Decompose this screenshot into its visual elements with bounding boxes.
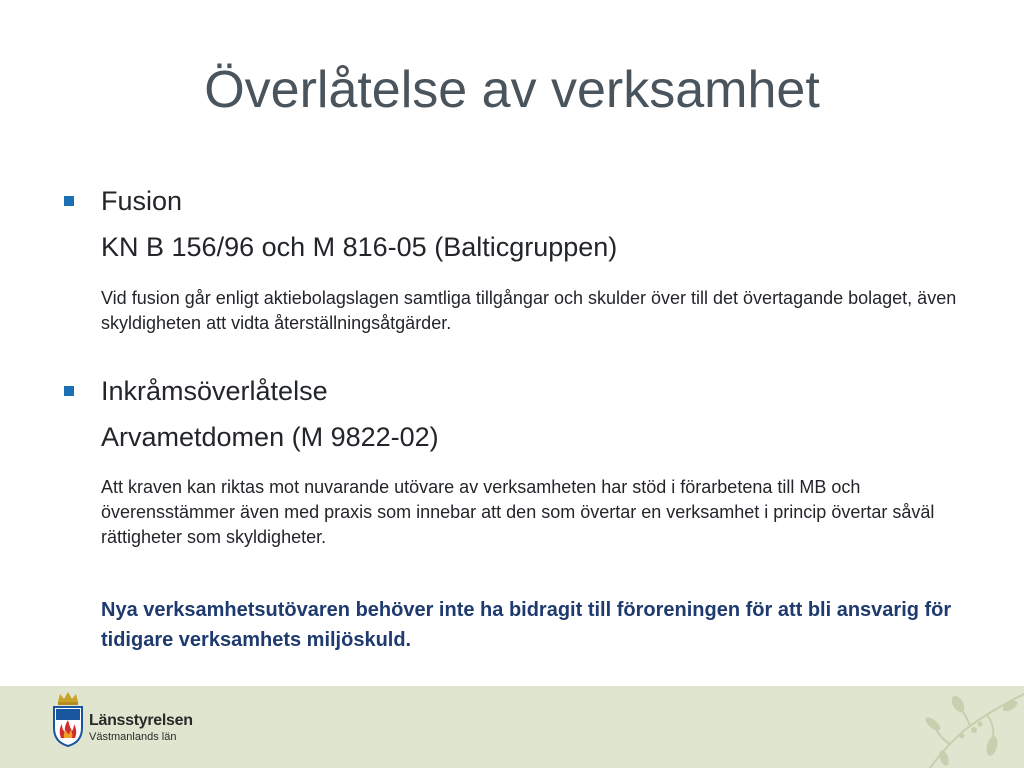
section-heading: Inkråmsöverlåtelse — [101, 376, 328, 406]
section-subheading: KN B 156/96 och M 816-05 (Balticgruppen) — [101, 232, 618, 262]
emphasis-paragraph: Nya verksamhetsutövaren behöver inte ha bidragit till föroreningen för att bli ansvarig för tidigare verksamhets miljöskuld. — [101, 599, 952, 651]
mistletoe-sprig-icon — [900, 686, 1024, 768]
section-subheading: Arvametdomen (M 9822-02) — [101, 422, 439, 452]
coat-of-arms-icon — [52, 688, 84, 748]
logo-name: Länsstyrelsen — [89, 712, 193, 729]
bullet-square-icon — [64, 196, 74, 206]
bullet-square-icon — [64, 386, 74, 396]
logo-subtitle: Västmanlands län — [89, 731, 177, 743]
section-heading: Fusion — [101, 186, 183, 216]
section-paragraph: Vid fusion går enligt aktiebolagslagen samtliga tillgångar och skulder över till det övertagande bolaget, även skyldigheten att vidta återställningsåtgärder. — [101, 288, 957, 333]
section-paragraph: Att kraven kan riktas mot nuvarande utövare av verksamheten har stöd i förarbetena till MB och överensstämmer även med praxis som innebar att den som övertar en verksamhet i princip övertar såväl rättigheter som skyldigheter. — [101, 477, 935, 547]
slide-title: Överlåtelse av verksamhet — [204, 61, 820, 119]
